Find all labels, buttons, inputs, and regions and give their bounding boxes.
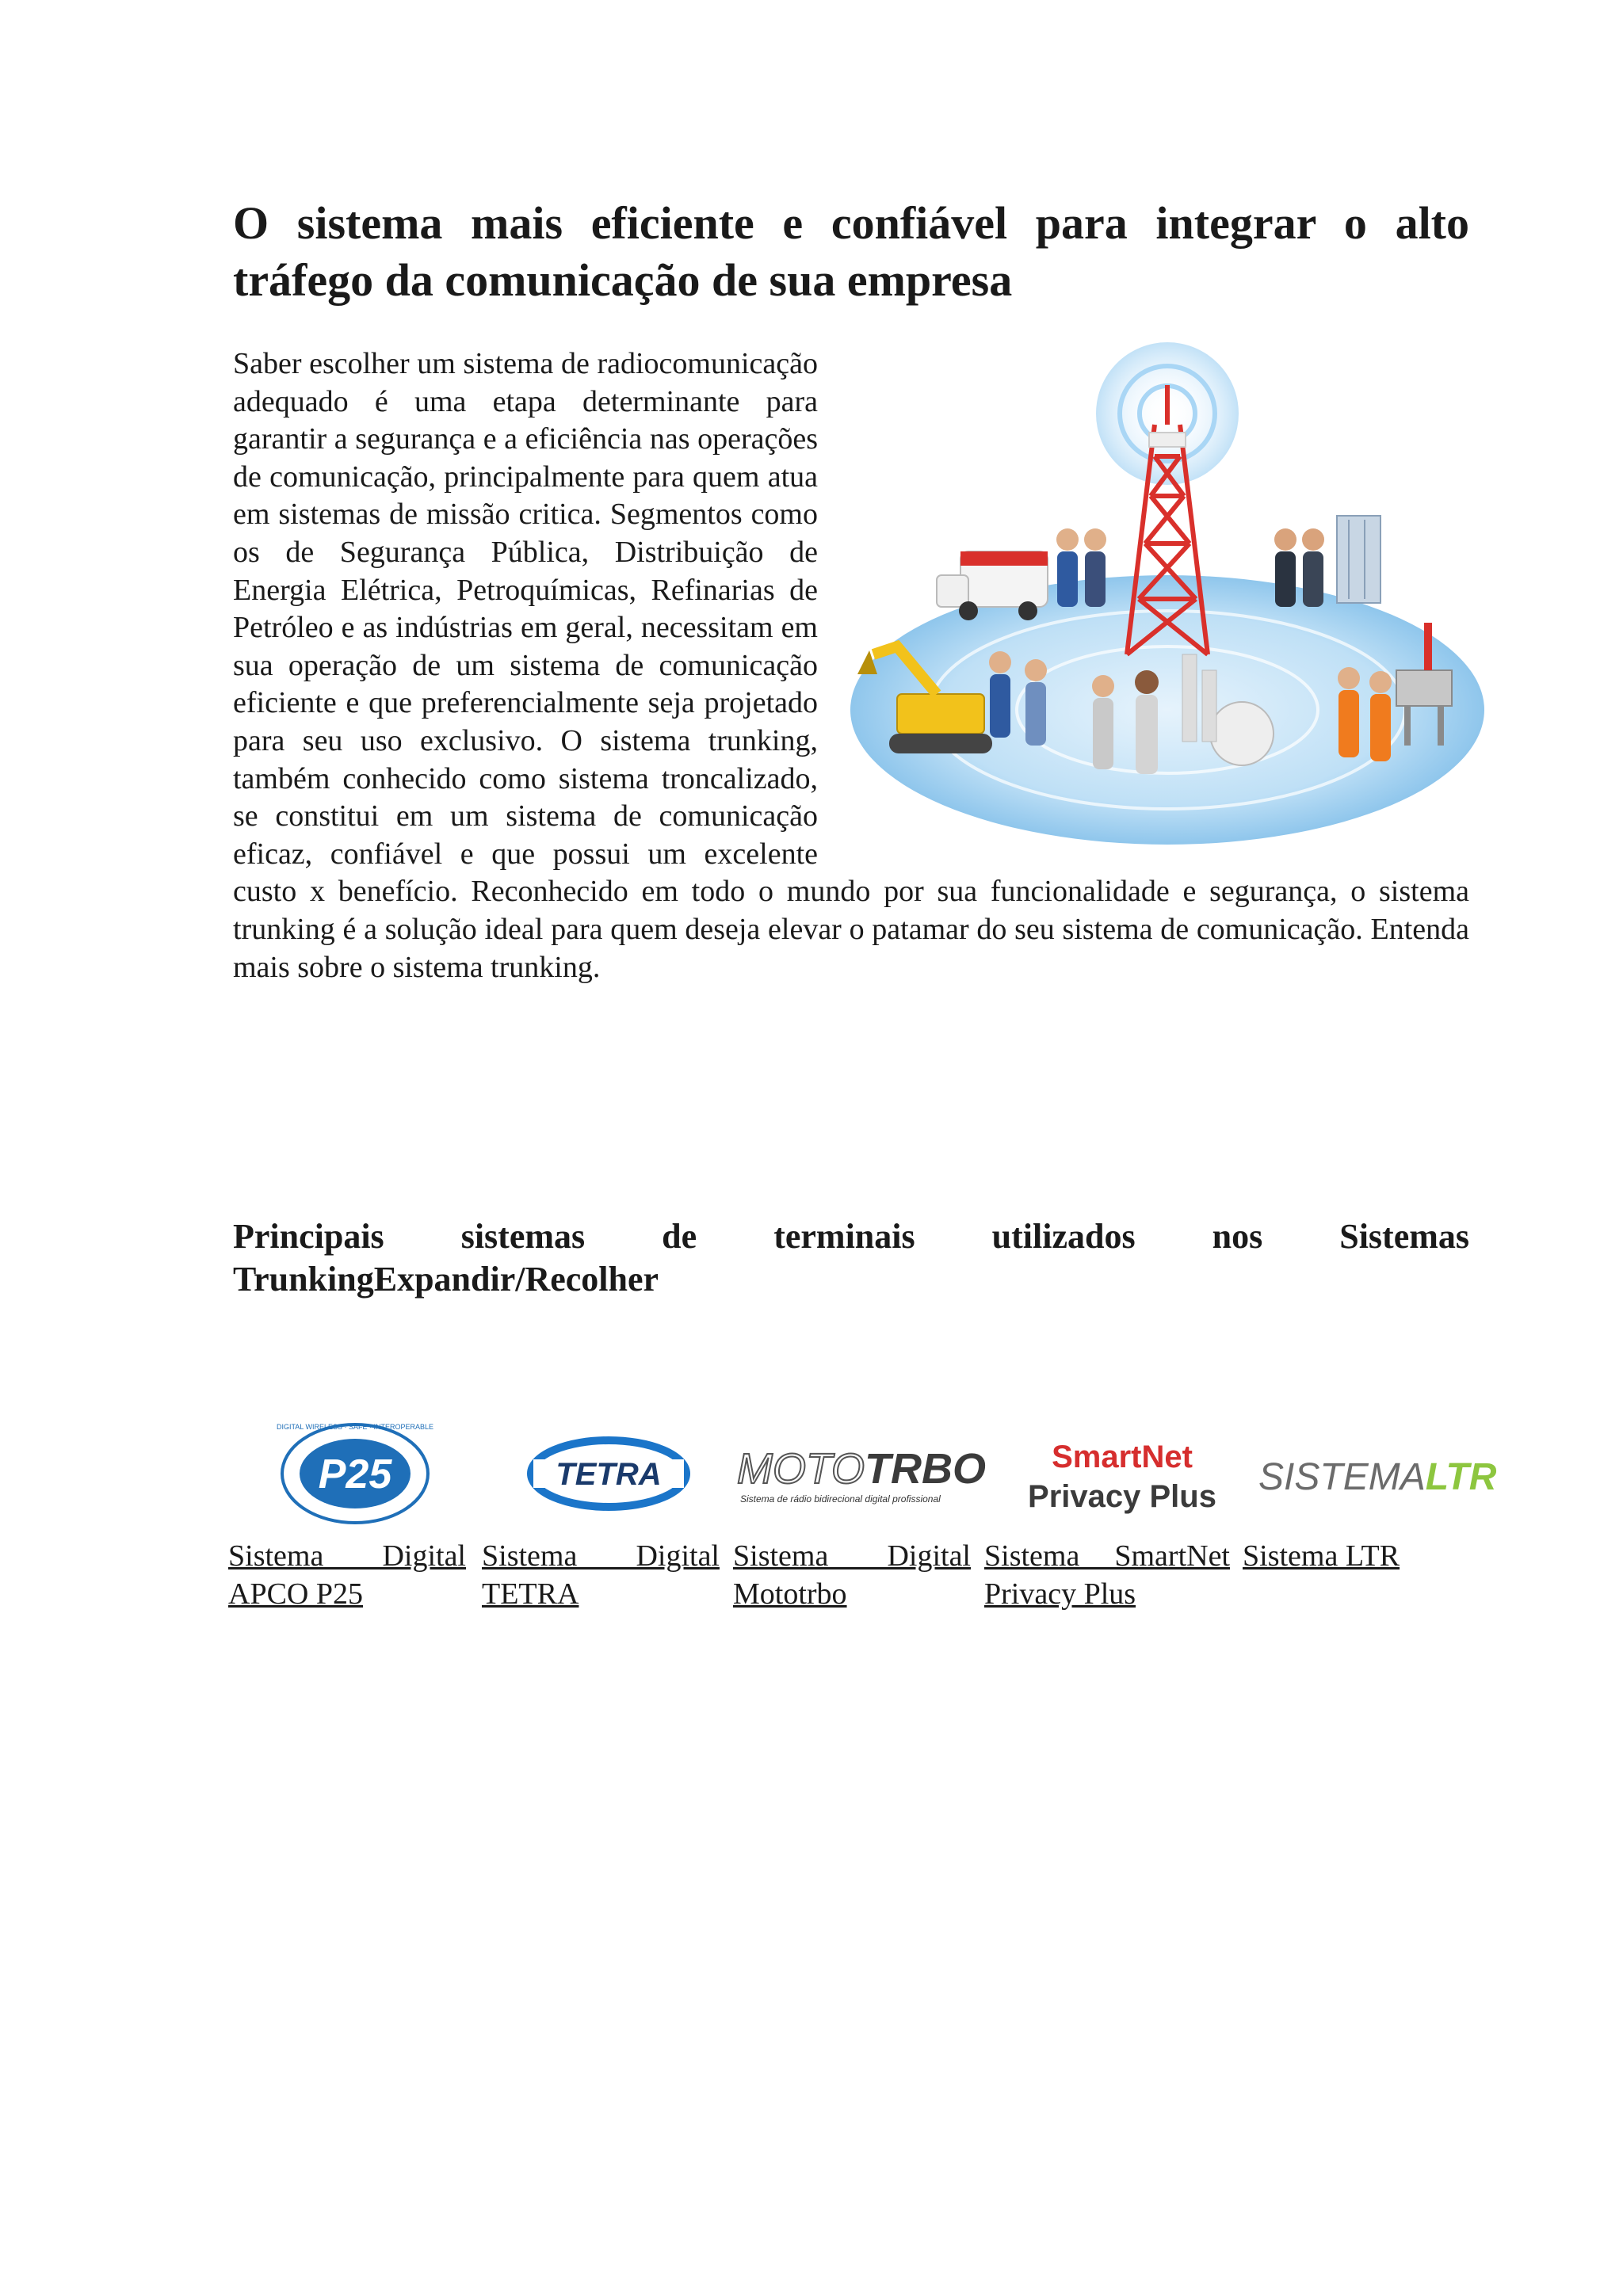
trunking-network-illustration — [842, 338, 1493, 859]
logo-row — [228, 1418, 1497, 1529]
svg-text:MOTOTRBO — [737, 1445, 986, 1493]
page-title: O sistema mais eficiente e confiável para integrar o alto tráfego da comunicação de sua empresa — [233, 197, 1469, 306]
intro-paragraph: Saber escolher um sistema de radiocomunicação adequado é uma etapa determinante para garantir a segurança e a eficiência nas operações de comunicação, principalmente para quem atua em sistemas de missão critica. Segmentos como os de Segurança Pública, Distribuição de Energia Elétrica, Petroquímicas, Refinarias de Petróleo e as indústrias em geral, necessitam em sua operação de um sistema de comunicação eficiente e que preferencialmente seja projetado para seu uso exclusivo. O sistema trunking, também conhecido como sistema troncalizado, se constitui em um sistema de comunicação eficaz, confiável e que possui um excelente custo x benefício. Reconhecido em todo o mundo por sua funcionalidade e segurança, o sistema trunking é a solução ideal para quem deseja elevar o patamar do seu sistema de comunicação. Entenda mais sobre o sistema trunking. — [233, 347, 1469, 984]
p25-logo-text: P25 — [318, 1451, 392, 1497]
smartnet-line1: SmartNet — [1052, 1440, 1193, 1474]
mototrbo-logo-light: MOTO — [737, 1445, 865, 1493]
link-tetra[interactable]: Sistema Digital TETRA — [482, 1539, 720, 1611]
ltr-logo — [1251, 1418, 1497, 1529]
mototrbo-logo — [735, 1418, 986, 1529]
ltr-logo-text-b: LTR — [1425, 1456, 1497, 1498]
tetra-logo — [525, 1418, 692, 1529]
tetra-logo-text: TETRA — [556, 1457, 662, 1492]
smartnet-line2: Privacy Plus — [1028, 1479, 1216, 1514]
building-icon — [1337, 516, 1381, 603]
section-heading: Principais sistemas de terminais utilizados nos Sistemas TrunkingExpandir/Recolher — [233, 1217, 1469, 1299]
link-ltr[interactable]: Sistema LTR — [1243, 1539, 1400, 1573]
ltr-logo-text-a: SISTEMA — [1258, 1456, 1426, 1498]
mototrbo-tagline: Sistema de rádio bidirecional digital profissional — [740, 1493, 941, 1505]
smartnet-logo — [1019, 1418, 1225, 1529]
mototrbo-logo-bold: TRBO — [865, 1445, 986, 1493]
intro-section — [233, 345, 1469, 986]
p25-logo — [276, 1418, 434, 1529]
link-smartnet-privacy-plus[interactable]: Sistema SmartNet Privacy Plus — [984, 1539, 1230, 1611]
p25-ring-text: DIGITAL WIRELESS · SAFE · INTEROPERABLE — [276, 1423, 434, 1431]
link-mototrbo[interactable]: Sistema Digital Mototrbo — [733, 1539, 971, 1611]
svg-text:SISTEMALTR — [1258, 1456, 1497, 1498]
link-apco-p25[interactable]: Sistema Digital APCO P25 — [228, 1539, 466, 1611]
